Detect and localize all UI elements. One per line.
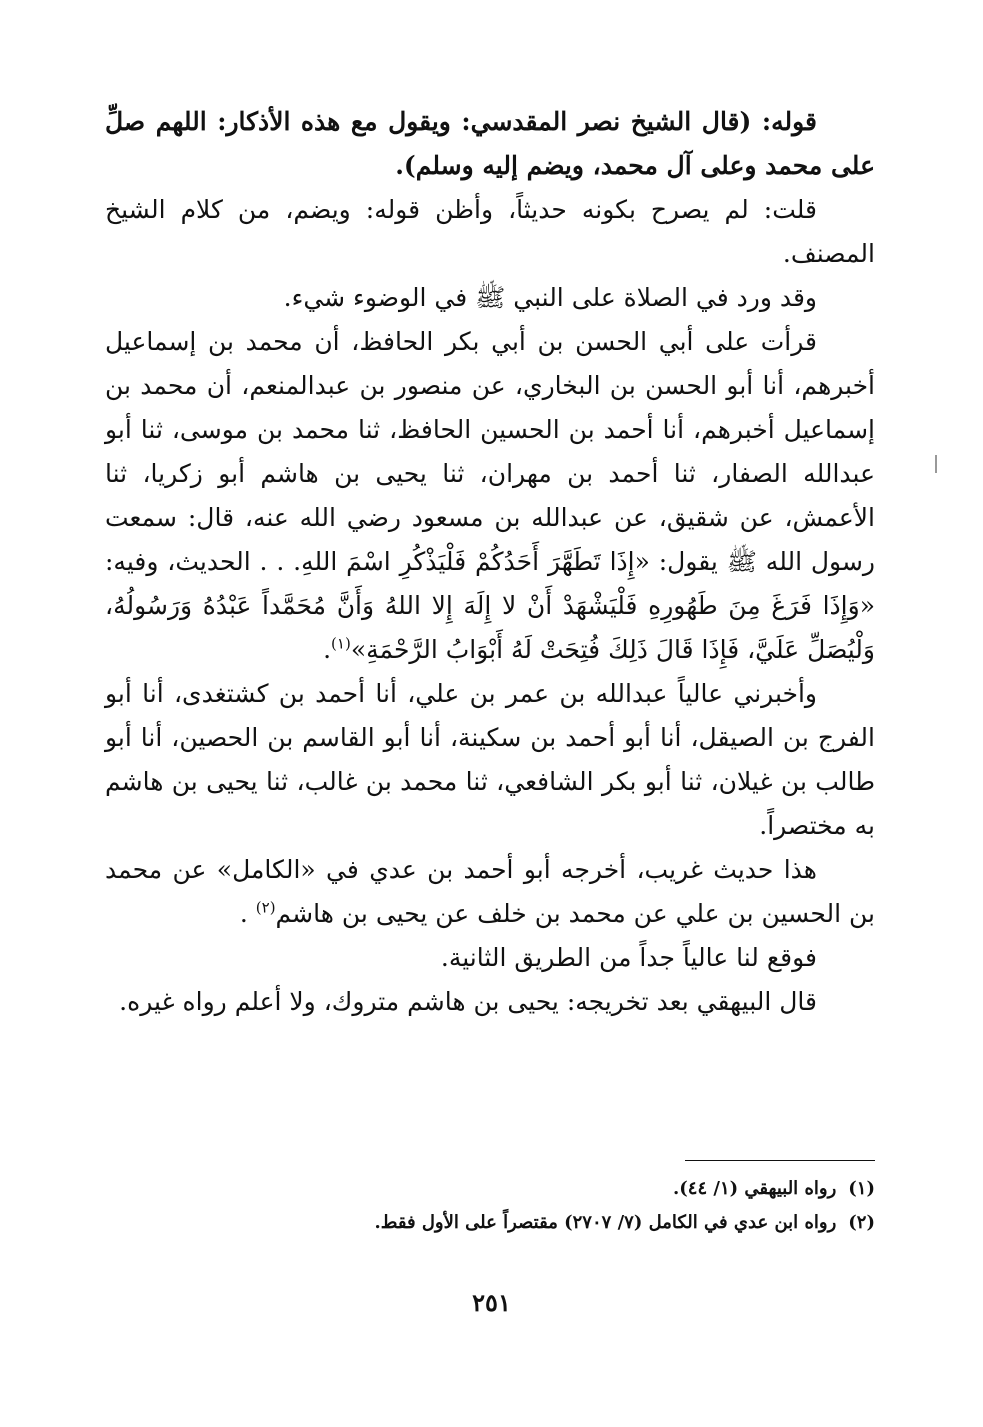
margin-mark (935, 455, 937, 473)
paragraph-8: قال البيهقي بعد تخريجه: يحيى بن هاشم متروك، ولا أعلم رواه غيره. (119, 987, 817, 1016)
footnote-2 (105, 1206, 875, 1240)
paragraph-1: قوله: (قال الشيخ نصر المقدسي: ويقول مع هذه الأذكار: اللهم صلِّ على محمد وعلى آل محمد، ويضم إليه وسلم). (105, 107, 875, 180)
footnote-mark-2[interactable]: (٢) (255, 898, 276, 917)
footnote-text: رواه ابن عدي في الكامل (٧/ ٢٧٠٧) مقتصراً على الأول فقط. (374, 1212, 837, 1233)
paragraph-7: فوقع لنا عالياً جداً من الطريق الثانية. (440, 943, 817, 972)
footnotes (105, 1172, 875, 1240)
main-text (105, 100, 875, 1024)
footnote-1 (105, 1172, 875, 1206)
page-number: ٢٥١ (472, 1288, 511, 1317)
footnote-number: (١) (848, 1178, 875, 1199)
footnote-text: رواه البيهقي (١/ ٤٤). (672, 1178, 837, 1199)
paragraph-6: هذا حديث غريب، أخرجه أبو أحمد بن عدي في «الكامل» عن محمد بن الحسين بن علي عن محمد بن خلف عن يحيى بن هاشم$^{(٢)}$ . (105, 855, 875, 928)
paragraph-4: قرأت على أبي الحسن بن أبي بكر الحافظ، أن محمد بن إسماعيل أخبرهم، أنا أبو الحسن بن البخاري، عن منصور بن عبدالمنعم، أن محمد بن إسماعيل أخبرهم، أنا أحمد بن الحسين الحافظ، ثنا محمد بن موسى، ثنا أبو عبدالله الصفار، ثنا أحمد بن مهران، ثنا يحيى بن هاشم أبو زكريا، ثنا الأعمش، عن شقيق، عن عبدالله بن مسعود رضي الله عنه، قال: سمعت رسول الله ﷺ يقول: «إِذَا تَطَهَّرَ أَحَدُكُمْ فَلْيَذْكُرِ اسْمَ اللهِ. . . الحديث، وفيه: «وَإِذَا فَرَغَ مِنَ طَهُورِهِ فَلْيَشْهَدْ أَنْ لا إِلَهَ إِلا اللهُ وَأَنَّ مُحَمَّداً عَبْدُهُ وَرَسُولُهُ، وَلْيُصَلِّ عَلَيَّ، فَإِذَا قَالَ ذَلِكَ فُتِحَتْ لَهُ أَبْوَابُ الرَّحْمَةِ»$^{(١)}$. (105, 327, 875, 664)
footnote-number: (٢) (848, 1212, 875, 1233)
paragraph-5: وأخبرني عالياً عبدالله بن عمر بن علي، أنا أحمد بن كشتغدى، أنا أبو الفرج بن الصيقل، أنا أبو أحمد بن سكينة، أنا أبو القاسم بن الحصين، أنا أبو طالب بن غيلان، ثنا أبو بكر الشافعي، ثنا محمد بن غالب، ثنا يحيى بن هاشم به مختصراً. (105, 679, 875, 840)
footnote-divider (685, 1160, 875, 1161)
paragraph-3: وقد ورد في الصلاة على النبي ﷺ في الوضوء شيء. (283, 283, 817, 312)
footnote-mark-1[interactable]: (١) (331, 634, 351, 653)
paragraph-2: قلت: لم يصرح بكونه حديثاً، وأظن قوله: ويضم، من كلام الشيخ المصنف. (105, 195, 875, 268)
